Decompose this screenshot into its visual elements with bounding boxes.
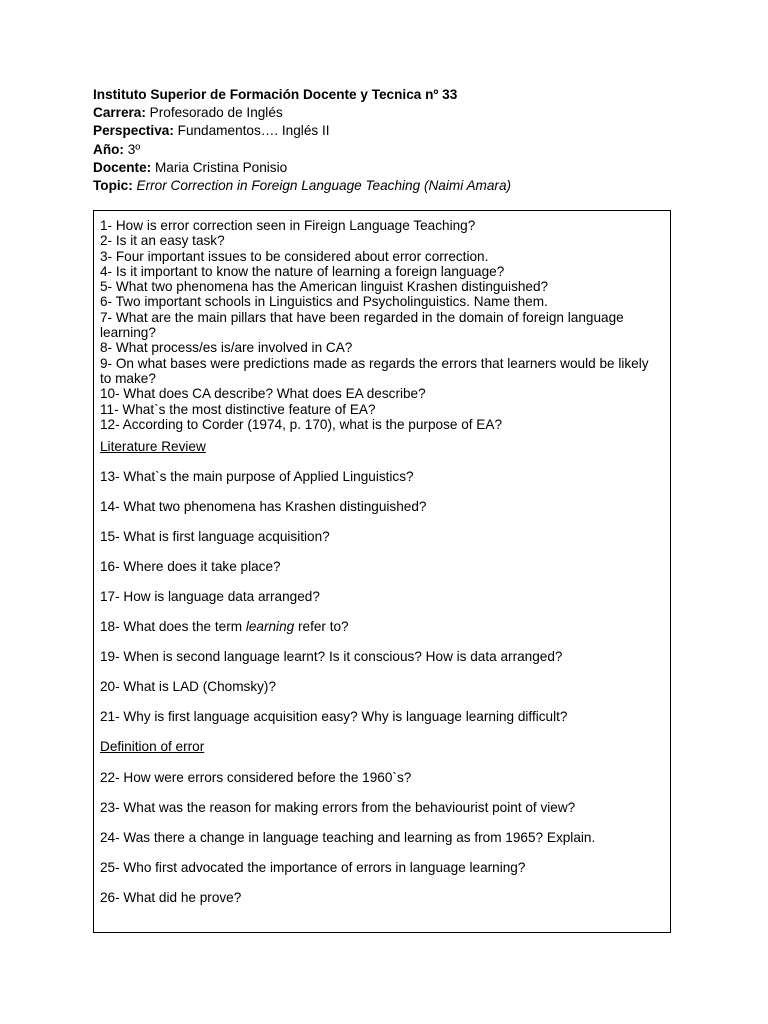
carrera-label: Carrera:: [93, 105, 146, 121]
carrera-value: Profesorado de Inglés: [145, 105, 283, 121]
question-9: 9- On what bases were predictions made as regards the errors that learners would be likely to make?: [100, 355, 649, 386]
question-11: 11- What`s the most distinctive feature of EA?: [100, 401, 376, 417]
question-6: 6- Two important schools in Linguistics and Psycholinguistics. Name them.: [100, 294, 548, 310]
document-header: [93, 86, 693, 195]
topic-value: Error Correction in Foreign Language Teaching (Naimi Amara): [132, 178, 512, 194]
question-14: 14- What two phenomena has Krashen distinguished?: [100, 499, 427, 515]
question-18: [100, 619, 660, 634]
question-1: 1- How is error correction seen in Fireign Language Teaching?: [100, 218, 476, 233]
docente-line: [93, 159, 693, 177]
question-17: 17- How is language data arranged?: [100, 589, 320, 605]
question-15: 15- What is first language acquisition?: [100, 529, 330, 545]
carrera-line: [93, 104, 693, 122]
question-21: 21- Why is first language acquisition easy? Why is language learning difficult?: [100, 709, 568, 725]
question-19: 19- When is second language learnt? Is it conscious? How is data arranged?: [100, 649, 563, 665]
topic-line: [93, 177, 693, 195]
question-26: 26- What did he prove?: [100, 889, 242, 905]
question-4: 4- Is it important to know the nature of learning a foreign language?: [100, 263, 505, 279]
question-13: 13- What`s the main purpose of Applied Linguistics?: [100, 469, 414, 485]
definition-of-error-heading: Definition of error: [100, 739, 205, 755]
questions-box: [93, 210, 671, 933]
question-16: 16- Where does it take place?: [100, 559, 281, 575]
question-22: 22- How were errors considered before the 1960`s?: [100, 769, 412, 785]
question-5: 5- What two phenomena has the American linguist Krashen distinguished?: [100, 279, 549, 295]
question-8: 8- What process/es is/are involved in CA?: [100, 340, 353, 356]
literature-review-heading: Literature Review: [100, 439, 206, 455]
anio-label: Año:: [93, 141, 124, 157]
question-25: 25- Who first advocated the importance of errors in language learning?: [100, 859, 526, 875]
question-2: 2- Is it an easy task?: [100, 233, 225, 249]
anio-line: [93, 141, 693, 159]
perspectiva-label: Perspectiva:: [93, 123, 174, 139]
questions-content: [100, 218, 660, 905]
question-18-emphasis: learning: [245, 619, 295, 635]
perspectiva-line: [93, 122, 693, 140]
question-10: 10- What does CA describe? What does EA describe?: [100, 386, 426, 402]
question-3: 3- Four important issues to be considered about error correction.: [100, 248, 489, 264]
question-23: 23- What was the reason for making errors from the behaviourist point of view?: [100, 799, 576, 815]
docente-value: Maria Cristina Ponisio: [151, 159, 288, 175]
question-24: 24- Was there a change in language teaching and learning as from 1965? Explain.: [100, 829, 596, 845]
perspectiva-value: Fundamentos…. Inglés II: [173, 123, 330, 139]
question-18-pre: 18- What does the term: [100, 619, 246, 635]
question-18-post: refer to?: [294, 619, 349, 635]
question-20: 20- What is LAD (Chomsky)?: [100, 679, 277, 695]
anio-value: 3º: [123, 141, 141, 157]
topic-label: Topic:: [93, 178, 133, 194]
question-7: 7- What are the main pillars that have been regarded in the domain of foreign language learning?: [100, 309, 624, 341]
docente-label: Docente:: [93, 159, 152, 175]
institute-title: Instituto Superior de Formación Docente y Tecnica nº 33: [93, 87, 458, 102]
question-12: 12- According to Corder (1974, p. 170), what is the purpose of EA?: [100, 416, 503, 432]
